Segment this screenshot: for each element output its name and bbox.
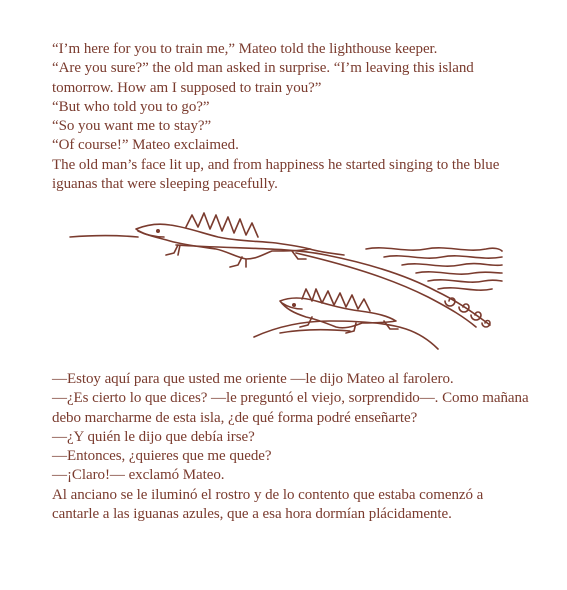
iguanas-icon xyxy=(66,205,508,357)
wave-line-6 xyxy=(438,288,492,290)
spanish-paragraph-1: —Estoy aquí para que usted me oriente —le dijo Mateo al farolero. xyxy=(52,371,454,387)
spanish-text-block xyxy=(52,370,532,524)
upper-iguana-crest xyxy=(186,213,258,237)
english-paragraph-6: The old man’s face lit up, and from happiness he started singing to the blue iguanas that were sleeping peacefully. xyxy=(52,156,500,193)
english-text-block xyxy=(52,40,532,194)
spanish-paragraph-2: —¿Es cierto lo que dices? —le preguntó el viejo, sorprendido—. Como mañana debo marcharme de esta isla, ¿de qué forma podré enseñarte? xyxy=(52,390,529,426)
spanish-paragraph-6: Al anciano se le iluminó el rostro y de lo contento que estaba comenzó a cantarle a las iguanas azules, que a esa hora dormían plácidamente. xyxy=(52,486,484,523)
wave-line-2 xyxy=(384,256,502,258)
swirl-1 xyxy=(445,298,455,306)
upper-iguana-tail xyxy=(310,249,344,255)
english-paragraph-4: “So you want me to stay?” xyxy=(52,118,212,135)
english-paragraph-3: “But who told you to go?” xyxy=(52,98,210,115)
english-paragraph-5: “Of course!” Mateo exclaimed. xyxy=(52,137,239,154)
lower-iguana-eye xyxy=(292,303,296,307)
upper-iguana-eye xyxy=(156,229,160,233)
lower-branch xyxy=(254,321,438,349)
iguana-illustration xyxy=(66,205,508,357)
spanish-paragraph-4: —Entonces, ¿quieres que me quede? xyxy=(52,448,272,465)
spanish-paragraph-3: —¿Y quién le dijo que debía irse? xyxy=(52,428,255,445)
lower-branch-under xyxy=(280,330,350,333)
spanish-paragraph-5: —¡Claro!— exclamó Mateo. xyxy=(52,467,225,484)
english-paragraph-1: “I’m here for you to train me,” Mateo told the lighthouse keeper. xyxy=(52,41,438,57)
wave-line-4 xyxy=(416,272,502,274)
wave-line-3 xyxy=(402,264,502,267)
lower-iguana-crest xyxy=(302,289,370,311)
wave-line-5 xyxy=(428,280,502,282)
english-paragraph-2: “Are you sure?” the old man asked in surprise. “I’m leaving this island tomorrow. How am I supposed to train you?” xyxy=(52,60,474,96)
wave-line-1 xyxy=(366,248,502,251)
